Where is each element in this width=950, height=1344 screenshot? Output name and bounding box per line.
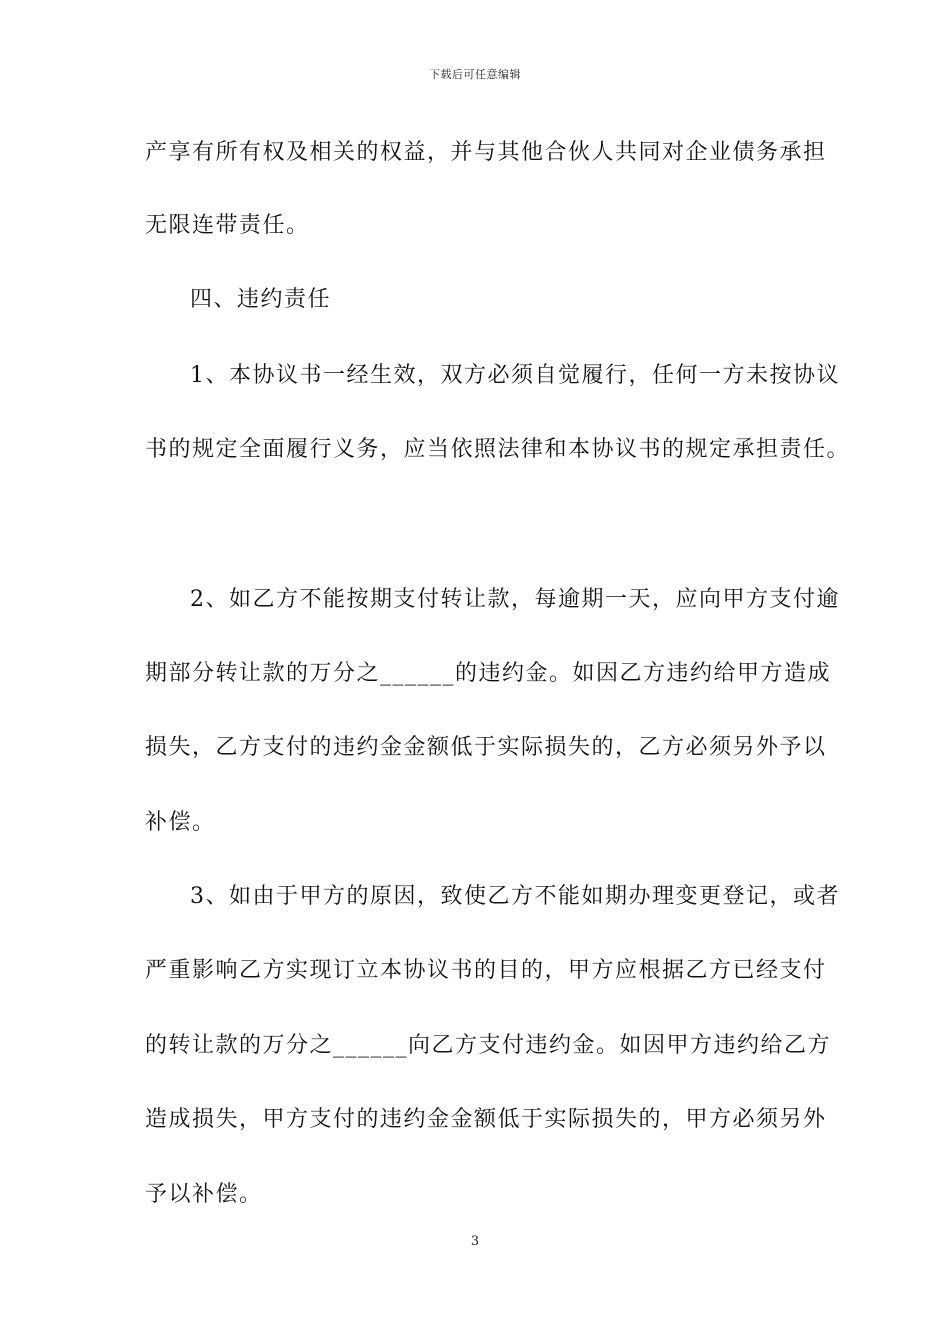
paragraph-line: 1、本协议书一经生效，双方必须自觉履行，任何一方未按协议 [190,363,840,388]
paragraph-line: 期部分转让款的万分之______的违约金。如因乙方违约给甲方造成 [145,661,832,686]
paragraph-line: 的转让款的万分之______向乙方支付违约金。如因甲方违约给乙方 [145,1033,832,1058]
paragraph-line: 损失，乙方支付的违约金金额低于实际损失的，乙方必须另外予以 [145,735,827,760]
paragraph-line: 予以补偿。 [145,1182,263,1207]
paragraph-line: 补偿。 [145,810,216,835]
paragraph-line: 3、如由于甲方的原因，致使乙方不能如期办理变更登记，或者 [190,884,840,909]
page-header: 下载后可任意编辑 [429,68,521,81]
paragraph-line: 严重影响乙方实现订立本协议书的目的，甲方应根据乙方已经支付 [145,958,827,983]
paragraph-line: 2、如乙方不能按期支付转让款，每逾期一天，应向甲方支付逾 [190,587,840,612]
paragraph-line: 无限连带责任。 [145,213,310,238]
paragraph-line: 产享有所有权及相关的权益，并与其他合伙人共同对企业债务承担 [145,140,827,165]
paragraph-line: 造成损失，甲方支付的违约金金额低于实际损失的，甲方必须另外 [145,1107,827,1132]
section-heading: 四、违约责任 [190,287,332,312]
page-number: 3 [470,1234,480,1249]
paragraph-line: 书的规定全面履行义务，应当依照法律和本协议书的规定承担责任。 [145,437,851,462]
